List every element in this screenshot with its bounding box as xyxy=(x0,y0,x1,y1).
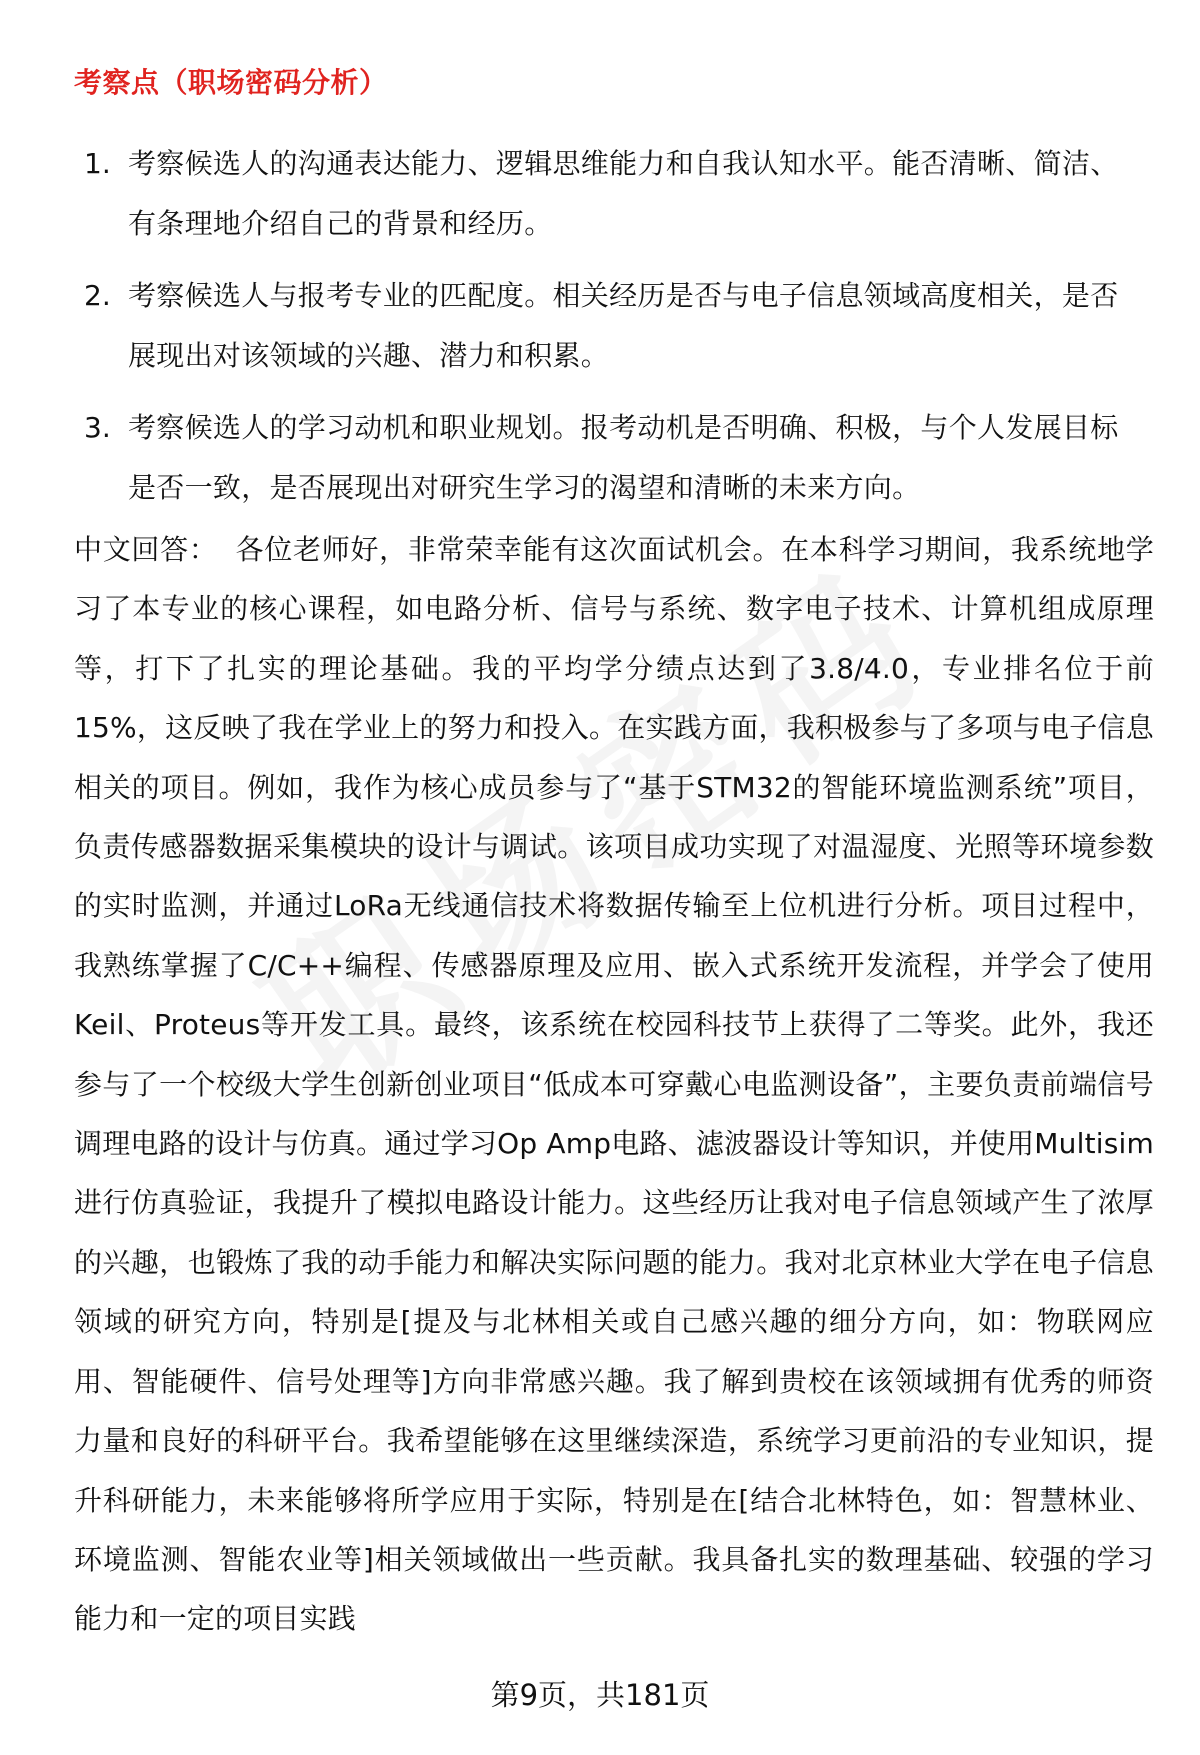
assessment-points-list xyxy=(84,134,1144,530)
assessment-point-text: 考察候选人的学习动机和职业规划。报考动机是否明确、积极，与个人发展目标是否一致，是否展现出对研究生学习的渴望和清晰的未来方向。 xyxy=(128,411,1119,504)
page-number: 第9页，共181页 xyxy=(490,1678,710,1712)
assessment-point-3 xyxy=(84,398,1144,518)
answer-label: 中文回答： xyxy=(74,533,218,566)
assessment-point-1 xyxy=(84,134,1144,254)
assessment-point-number: 2. xyxy=(84,279,111,312)
assessment-point-2 xyxy=(84,266,1144,386)
answer-text: 各位老师好，非常荣幸能有这次面试机会。在本科学习期间，我系统地学习了本专业的核心课程，如电路分析、信号与系统、数字电子技术、计算机组成原理等，打下了扎实的理论基础。我的平均学分绩点达到了3.8/4.0，专业排名位于前15%，这反映了我在学业上的努力和投入。在实践方面，我积极参与了多项与电子信息相关的项目。例如，我作为核心成员参与了“基于STM32的智能环境监测系统”项目，负责传感器数据采集模块的设计与调试。该项目成功实现了对温湿度、光照等环境参数的实时监测，并通过LoRa无线通信技术将数据传输至上位机进行分析。项目过程中，我熟练掌握了C/C++编程、传感器原理及应用、嵌入式系统开发流程，并学会了使用Keil、Proteus等开发工具。最终，该系统在校园科技节上获得了二等奖。此外，我还参与了一个校级大学生创新创业项目“低成本可穿戴心电监测设备”，主要负责前端信号调理电路的设计与仿真。通过学习Op Amp电路、滤波器设计等知识，并使用Multisim进行仿真验证，我提升了模拟电路设计能力。这些经历让我对电子信息领域产生了浓厚的兴趣，也锻炼了我的动手能力和解决实际问题的能力。我对北京林业大学在电子信息领域的研究方向，特别是[提及与北林相关或自己感兴趣的细分方向，如：物联网应用、智能硬件、信号处理等]方向非常感兴趣。我了解到贵校在该领域拥有优秀的师资力量和良好的科研平台。我希望能够在这里继续深造，系统学习更前沿的专业知识，提升科研能力，未来能够将所学应用于实际，特别是在[结合北林特色，如：智慧林业、环境监测、智能农业等]相关领域做出一些贡献。我具备扎实的数理基础、较强的学习能力和一定的项目实践 xyxy=(74,533,1154,1636)
assessment-point-number: 3. xyxy=(84,411,111,444)
chinese-answer-paragraph xyxy=(74,520,1154,1649)
assessment-point-text: 考察候选人的沟通表达能力、逻辑思维能力和自我认知水平。能否清晰、简洁、有条理地介绍自己的背景和经历。 xyxy=(128,147,1119,240)
assessment-point-number: 1. xyxy=(84,147,111,180)
section-title: 考察点（职场密码分析） xyxy=(74,66,388,99)
assessment-point-text: 考察候选人与报考专业的匹配度。相关经历是否与电子信息领域高度相关，是否展现出对该领域的兴趣、潜力和积累。 xyxy=(128,279,1119,372)
